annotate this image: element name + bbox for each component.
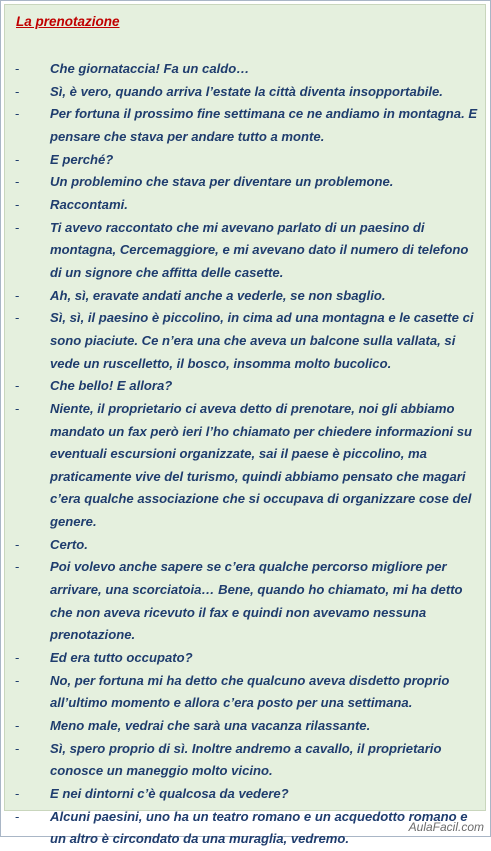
- dialogue-text: Alcuni paesini, uno ha un teatro romano e un acquedotto romano e un altro è circondato da una muraglia, vedremo.: [50, 808, 468, 847]
- dialogue-line: [5, 670, 487, 715]
- dash-marker: -: [15, 61, 20, 76]
- dialogue-text: Sì, spero proprio di sì. Inoltre andremo a cavallo, il proprietario conosce un maneggio molto vicino.: [50, 740, 442, 779]
- dialogue-line: [5, 81, 487, 104]
- dash-marker: -: [15, 536, 20, 552]
- dash-marker: -: [15, 106, 20, 122]
- dialogue-text: Poi volevo anche sapere se c’era qualche percorso migliore per arrivare, una scorciatoia… Bene, quando ho chiamato, mi ha detto che non aveva ricevuto il fax e quindi non avevamo nessuna prenotazione.: [50, 559, 463, 643]
- dialogue-line: [5, 58, 487, 81]
- dialogue-line: [5, 534, 487, 557]
- dialogue-text: Per fortuna il prossimo fine settimana ce ne andiamo in montagna. E pensare che stava per andare tutto a monte.: [50, 106, 478, 144]
- dialogue-text: Ah, sì, eravate andati anche a vederle, se non sbaglio.: [50, 287, 386, 303]
- dialogue-line: [5, 375, 487, 398]
- dialogue-text: Che bello! E allora?: [50, 378, 173, 394]
- dialogue-text: Meno male, vedrai che sarà una vacanza rilassante.: [50, 718, 371, 734]
- dash-marker: -: [15, 287, 20, 303]
- dialogue-line: [5, 149, 487, 172]
- dash-marker: -: [15, 786, 20, 801]
- dialogue-line: [5, 738, 487, 783]
- dialogue-text: E perché?: [50, 151, 114, 167]
- dialogue-text: Sì, sì, il paesino è piccolino, in cima ad una montagna e le casette ci sono piaciute. Ce n’era una che aveva un balcone sulla vallata, si vede un ruscelletto, il bosco, insomma molto bucolico.: [50, 310, 474, 371]
- dialogue-line: [5, 647, 487, 670]
- dialogue-line: [5, 171, 487, 194]
- dialogue-text: Sì, è vero, quando arriva l’estate la città diventa insopportabile.: [50, 83, 443, 99]
- page-title: La prenotazione: [16, 14, 120, 29]
- dialogue-line: [5, 556, 487, 647]
- dialogue-line: [5, 715, 487, 738]
- dialogue-line: [5, 103, 487, 148]
- dialogue-line: [5, 194, 487, 217]
- site-watermark: AulaFacil.com: [408, 820, 484, 834]
- dialogue-text: Un problemino che stava per diventare un problemone.: [50, 174, 394, 190]
- dash-marker: -: [15, 378, 20, 394]
- dialogue-text: Niente, il proprietario ci aveva detto di prenotare, noi gli abbiamo mandato un fax però ieri l’ho chiamato per chiedere informazioni su eventuali escursioni organizzate, sai il paese è piccolino, ma praticamente vive del turismo, quindi abbiamo pensato che magari c’era qualche associazione che si occupava di organizzare cose del genere.: [50, 400, 472, 530]
- dash-marker: -: [15, 196, 20, 212]
- dialogue-text: Ed era tutto occupato?: [50, 650, 193, 666]
- dash-marker: -: [15, 310, 20, 326]
- dialogue-line: [5, 217, 487, 285]
- dash-marker: -: [15, 559, 20, 575]
- dash-marker: -: [15, 174, 20, 190]
- dialogue-list: [5, 58, 487, 851]
- dash-marker: -: [15, 808, 20, 824]
- dash-marker: -: [15, 718, 20, 734]
- dash-marker: -: [15, 219, 20, 235]
- dialogue-line: [5, 285, 487, 308]
- dash-marker: -: [15, 400, 20, 416]
- dash-marker: -: [15, 740, 20, 756]
- dialogue-text: Certo.: [50, 536, 88, 552]
- dialogue-line: [5, 783, 487, 806]
- dialogue-text: E nei dintorni c’è qualcosa da vedere?: [50, 786, 289, 801]
- dialogue-text: Ti avevo raccontato che mi avevano parlato di un paesino di montagna, Cercemaggiore, e mi avevano dato il numero di telefono di un signore che affitta delle casette.: [50, 219, 469, 280]
- dash-marker: -: [15, 151, 20, 167]
- dialogue-line: [5, 398, 487, 534]
- dialogue-text: Che giornataccia! Fa un caldo…: [50, 61, 250, 76]
- dash-marker: -: [15, 672, 20, 688]
- dash-marker: -: [15, 83, 20, 99]
- dash-marker: -: [15, 650, 20, 666]
- dialogue-text: Raccontami.: [50, 196, 128, 212]
- dialogue-line: [5, 307, 487, 375]
- dialogue-text: No, per fortuna mi ha detto che qualcuno aveva disdetto proprio all’ultimo momento e allora c’era posto per una settimana.: [50, 672, 450, 711]
